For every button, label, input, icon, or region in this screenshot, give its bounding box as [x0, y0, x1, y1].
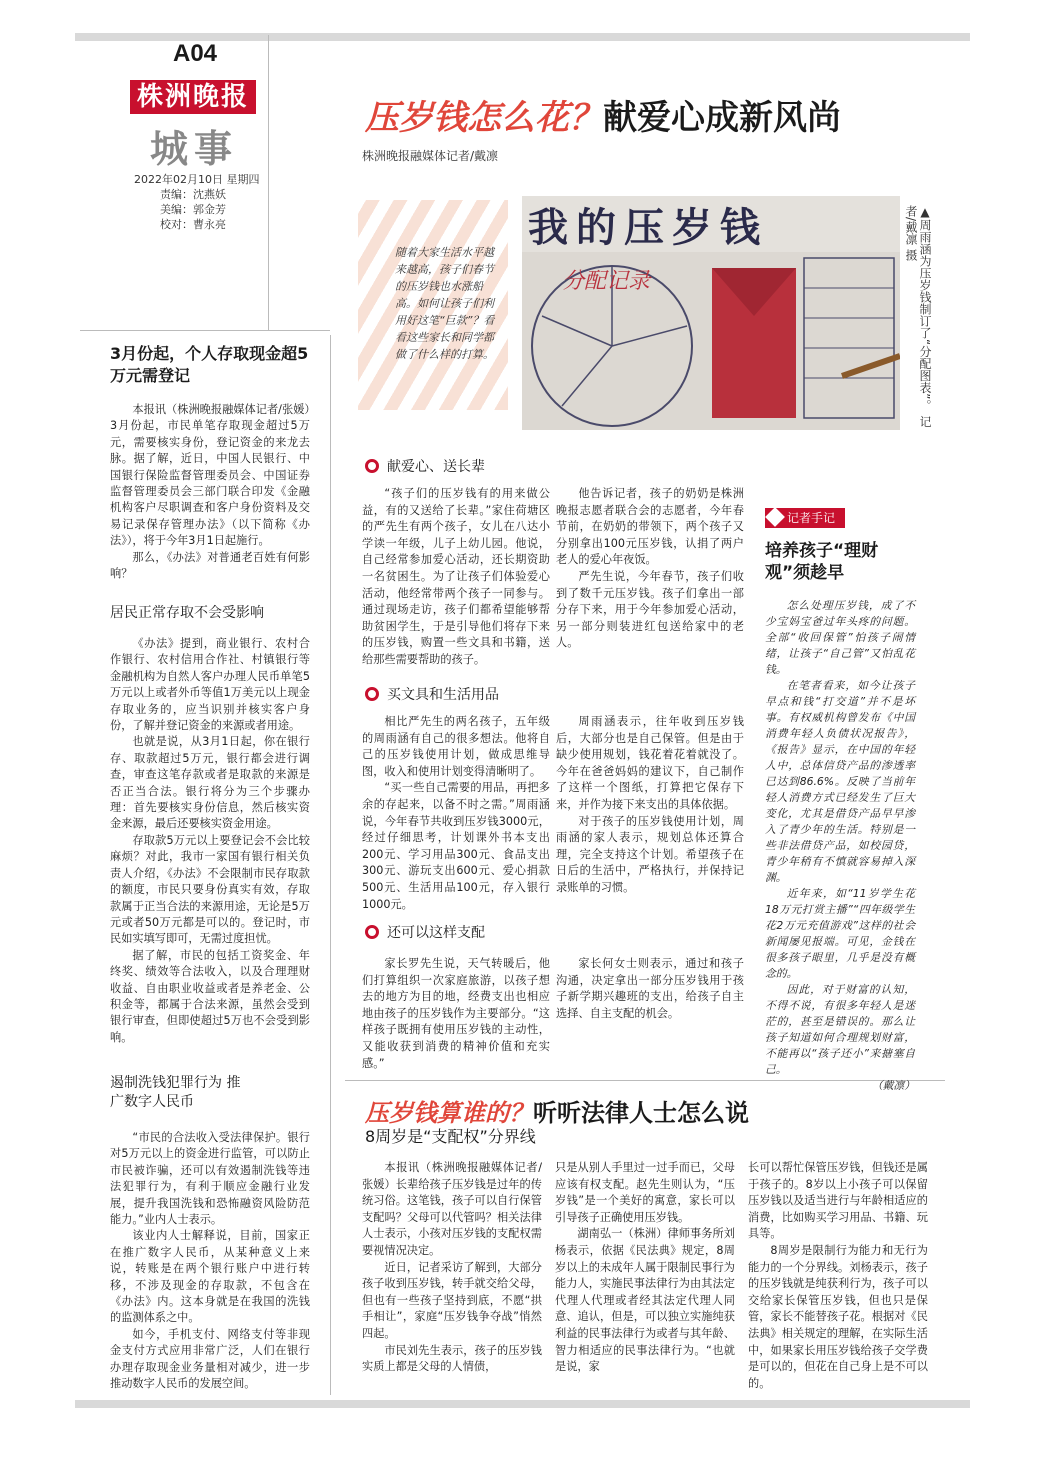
- section-bullet-icon: [365, 687, 379, 701]
- paragraph: 在笔者看来，如今让孩子早点和钱“打交道”并不是坏事。有权威机构曾发布《中国消费年轻人负债状况报告》，《报告》显示，在中国的年轻人中，总体信贷产品的渗透率已达到86.6%。反映了当前年轻人消费方式已经发生了巨大变化，尤其是借贷产品早早渗入了青少年的生活。特别是一些非法借贷产品，如校园贷，青少年稍有不慎就容易掉入深渊。: [765, 679, 915, 884]
- bottom-rule: [75, 1400, 970, 1408]
- headline-red: 压岁钱怎么花？: [365, 98, 603, 138]
- paragraph: “孩子们的压岁钱有的用来做公益，有的又送给了长辈。”家住荷塘区的严先生有两个孩子，女儿在八达小学读一年级，儿子上幼儿园。他说，自己经常参加爱心活动，还长期资助一名贫困生。为了让孩子们体验爱心活动，他经常带两个孩子一同参与。通过现场走访，孩子们都希望能够帮助贫困学生，于是引导他们将存下来的压岁钱，购置一些文具和书籍，送给那些需要帮助的孩子。: [362, 487, 550, 666]
- left-subhead-2: 遏制洗钱犯罪行为 推广数字人民币: [110, 1075, 241, 1110]
- law-headline-black: 听听法律人士怎么说: [533, 1099, 749, 1127]
- s3-col1: [362, 956, 550, 1072]
- section-heading-2: [365, 684, 499, 704]
- left-top-rule: [80, 330, 330, 331]
- masthead-divider: [268, 35, 269, 330]
- main-byline: 株洲晚报融媒体记者/戴凛: [362, 149, 499, 163]
- s1-col2: [556, 486, 744, 652]
- note-badge: 记者手记: [765, 508, 845, 528]
- paragraph: 8周岁是限制行为能力和无行为能力的一个分界线。刘杨表示，孩子的压岁钱就是纯获利行为，孩子可以交给家长保管压岁钱，但也只是保管，家长不能替孩子花。根据对《民法典》相关规定的理解，在实际生活中，如果家长用压岁钱给孩子交学费是可以的，但花在自己身上是不可以的。: [748, 1243, 928, 1390]
- left-headline: 3月份起，个人存取现金超5万元需登记: [110, 344, 309, 385]
- law-headline-red: 压岁钱算谁的？: [365, 1099, 533, 1127]
- left-body-2: [110, 636, 310, 1046]
- paragraph: 严先生说，今年春节，孩子们收到了数千元压岁钱。孩子们拿出一部分存下来，用于今年参加爱心活动，另一部分则装进红包送给家中的老人。: [556, 569, 744, 650]
- paragraph: 本报讯（株洲晚报融媒体记者/张媛）3月份起，市民单笔存取现金超过5万元，需要核实身份，登记资金的来龙去脉。据了解，近日，中国人民银行、中国银行保险监督管理委员会、中国证券监督管理委员会三部门联合印发《金融机构客户尽职调查和客户身份资料及交易记录保存管理办法》（以下简称《办法》），将于今年3月1日起施行。: [110, 403, 310, 548]
- paragraph: 对于孩子的压岁钱使用计划，周雨涵的家人表示，规划总体还算合理，完全支持这个计划。希望孩子在日后的生活中，严格执行，并保持记录账单的习惯。: [556, 814, 744, 894]
- paragraph: 长可以帮忙保管压岁钱，但钱还是属于孩子的。8岁以上小孩子可以保留压岁钱以及适当进行与年龄相适应的消费，比如购买学习用品、书籍、玩具等。: [748, 1161, 928, 1241]
- main-headline: [365, 90, 841, 139]
- paragraph: 周雨涵表示，往年收到压岁钱后，大部分也是自己保管。但是由于缺少使用规划，钱花着花着就没了。今年在爸爸妈妈的建议下，自己制作了这样一个图纸，打算把它保存下来，并作为接下来支出的具体依据。: [556, 715, 744, 811]
- proof-credit: 校对：曹永亮: [160, 218, 226, 231]
- paragraph: 市民刘先生表示，孩子的压岁钱实质上都是父母的人情债，: [362, 1343, 542, 1374]
- paragraph: “市民的合法收入受法律保护。银行对5万元以上的资金进行监管，可以防止市民被诈骗，还可以有效遏制洗钱等违法犯罪行为，有利于顺应金融行业发展，提升我国洗钱和恐怖融资风险防范能力。”业内人士表示。: [110, 1131, 310, 1227]
- paragraph: 家长罗先生说，天气转暖后，他们打算组织一次家庭旅游，以孩子想去的地方为目的地，经费支出也相应地由孩子的压岁钱作为主要部分。“这样孩子既拥有使用压岁钱的主动性，又能收获到消费的精神价值和充实感。”: [362, 957, 550, 1070]
- s2-col2: [556, 714, 744, 897]
- note-title: 培养孩子“理财观”须趁早: [765, 541, 879, 583]
- s2-col1: [362, 714, 550, 913]
- paragraph: 该业内人士解释说，目前，国家正在推广数字人民币，从某种意义上来说，转账是在两个银行账户中进行转移，不涉及现金的存取款，不包含在《办法》内。这本身就是在我国的洗钱的监测体系之中。: [110, 1229, 310, 1325]
- headline-black: 献爱心成新风尚: [603, 98, 841, 138]
- photo-allocation-chart: [522, 196, 900, 430]
- paragraph: 《办法》提到，商业银行、农村合作银行、农村信用合作社、村镇银行等金融机构为自然人客户办理人民币单笔5万元以上或者外币等值1万美元以上现金存取业务的，应当识别并核实客户身份，了解并登记资金的来源或者用途。: [110, 637, 310, 733]
- paragraph: 家长何女士则表示，通过和孩子沟通，决定拿出一部分压岁钱用于孩子新学期兴趣班的支出，给孩子自主选择、自主支配的机会。: [556, 957, 744, 1020]
- law-headline: [365, 1093, 749, 1128]
- note-signature: （戴凛）: [871, 1079, 915, 1092]
- paragraph: 也就是说，从3月1日起，你在银行存、取款超过5万元，银行都会进行调查，审查这笔存款或者是取款的来源是否正当合法。银行将分为三个步骤办理：首先要核实身份信息，然后核实资金来源，最后还要核实资金用途。: [110, 735, 310, 831]
- section-heading-1: [365, 456, 485, 476]
- section-title: 城事: [150, 126, 239, 171]
- law-col3: [748, 1160, 928, 1392]
- left-subhead-1: 居民正常存取不会受影响: [110, 605, 264, 621]
- paragraph: 本报讯（株洲晚报融媒体记者/张媛）长辈给孩子压岁钱是过年的传统习俗。这笔钱，孩子可以自行保管支配吗？父母可以代管吗？相关法律人士表示，小孩对压岁钱的支配权需要视情况决定。: [362, 1161, 542, 1257]
- section-bullet-icon: [365, 459, 379, 473]
- art-credit: 美编：郭金芳: [160, 203, 226, 216]
- page-number: A04: [173, 40, 218, 67]
- paragraph: 湖南弘一（株洲）律师事务所刘杨表示，依据《民法典》规定，8周岁以上的未成年人属于限制民事行为能力人，实施民事法律行为由其法定代理人代理或者经其法定代理人同意、追认，但是，可以独立实施纯获利益的民事法律行为或者与其年龄、智力相适应的民事法律行为。“也就是说，家: [555, 1227, 735, 1374]
- s1-col1: [362, 486, 550, 669]
- paragraph: 他告诉记者，孩子的奶奶是株洲晚报志愿者联合会的志愿者，今年春节前，在奶奶的带领下，两个孩子又分别拿出100元压岁钱，认捐了两户老人的爱心年夜饭。: [556, 487, 744, 567]
- paragraph: 近年来，如“11岁学生花18万元打赏主播”“四年级学生花2万元充值游戏”这样的社会新闻屡见报端。可见，金钱在很多孩子眼里，几乎是没有概念的。: [765, 887, 915, 980]
- photo-caption: ▲周雨涵为压岁钱制订了“分配图表”。 记者/戴凛 摄: [904, 205, 932, 428]
- section-bullet-icon: [365, 925, 379, 939]
- paragraph: 如今，手机支付、网络支付等非现金支付方式应用非常广泛，人们在银行办理存取现金业务量相对减少，进一步推动数字人民币的发展空间。: [110, 1327, 310, 1391]
- paragraph: 因此，对于财富的认知，不得不说，有很多年轻人是迷茫的，甚至是错误的。那么让孩子知道如何合理规划财富，不能再以“孩子还小”来搪塞自己。: [765, 983, 915, 1076]
- section-heading-text: 献爱心、送长辈: [387, 459, 485, 475]
- paragraph: 那么，《办法》对普通老百姓有何影响？: [110, 550, 310, 581]
- paragraph: 怎么处理压岁钱，成了不少宝妈宝爸过年头疼的问题。全部“收回保管”怕孩子闹情绪，让孩子“自己管”又怕乱花钱。: [765, 599, 915, 676]
- paragraph: 相比严先生的两名孩子，五年级的周雨涵有自己的很多想法。他将自己的压岁钱使用计划，做成思维导图，收入和使用计划变得清晰明了。: [362, 715, 550, 778]
- paragraph: 据了解，市民的包括工资奖金、年终奖、绩效等合法收入，以及合理理财收益、自由职业收益或者是养老金、公积金等，都属于合法来源，虽然会受到银行审查，但即使超过5万也不会受到影响。: [110, 948, 310, 1044]
- left-body-3: [110, 1130, 310, 1393]
- section-heading-text: 买文具和生活用品: [387, 687, 499, 703]
- editor-credit: 责编：沈燕妖: [160, 188, 226, 201]
- photo-title: 我的压岁钱: [528, 205, 768, 251]
- paragraph: 近日，记者采访了解到，大部分孩子收到压岁钱，转手就交给父母，但也有一些孩子坚持到底，不愿“拱手相让”，家庭“压岁钱争夺战”悄然四起。: [362, 1260, 542, 1340]
- section-heading-3: [365, 922, 485, 942]
- intro-text: 随着大家生活水平越来越高，孩子们春节的压岁钱也水涨船高。如何让孩子们利用好这笔“巨款”？看看这些家长和同学都做了什么样的打算。: [395, 246, 495, 361]
- note-body: [765, 598, 915, 1094]
- issue-date: 2022年02月10日 星期四: [134, 173, 260, 186]
- paragraph: 存取款5万元以上要登记会不会比较麻烦？对此，我市一家国有银行相关负责人介绍，《办法》不会限制市民存取款的额度，市民只要身份真实有效，存取款属于正当合法的来源用途，无论是5万元或者50万元都是可以的。登记时，市民如实填写即可，无需过度担忧。: [110, 833, 310, 946]
- law-col2: [555, 1160, 735, 1376]
- paragraph: “买一些自己需要的用品，再把多余的存起来，以备不时之需。”周雨涵说，今年春节共收到压岁钱3000元，经过仔细思考，计划课外书本支出200元、学习用品300元、食品支出300元、游玩支出600元、爱心捐款500元、生活用品100元，存入银行1000元。: [362, 781, 550, 911]
- photo-subtitle: 分配记录: [562, 269, 651, 294]
- paragraph: 只是从别人手里过一过手而已，父母应该有权支配。赵先生则认为，“压岁钱”是一个美好的寓意，家长可以引导孩子正确使用压岁钱。: [555, 1161, 735, 1224]
- section-heading-text: 还可以这样支配: [387, 925, 485, 941]
- issue-meta: [134, 172, 260, 232]
- left-column-divider: [330, 335, 331, 1395]
- newspaper-logo: 株洲晚报: [130, 80, 256, 114]
- s3-col2: [556, 956, 744, 1022]
- left-body-1: [110, 402, 310, 582]
- law-subtitle: 8周岁是“支配权”分界线: [365, 1127, 536, 1146]
- law-col1: [362, 1160, 542, 1376]
